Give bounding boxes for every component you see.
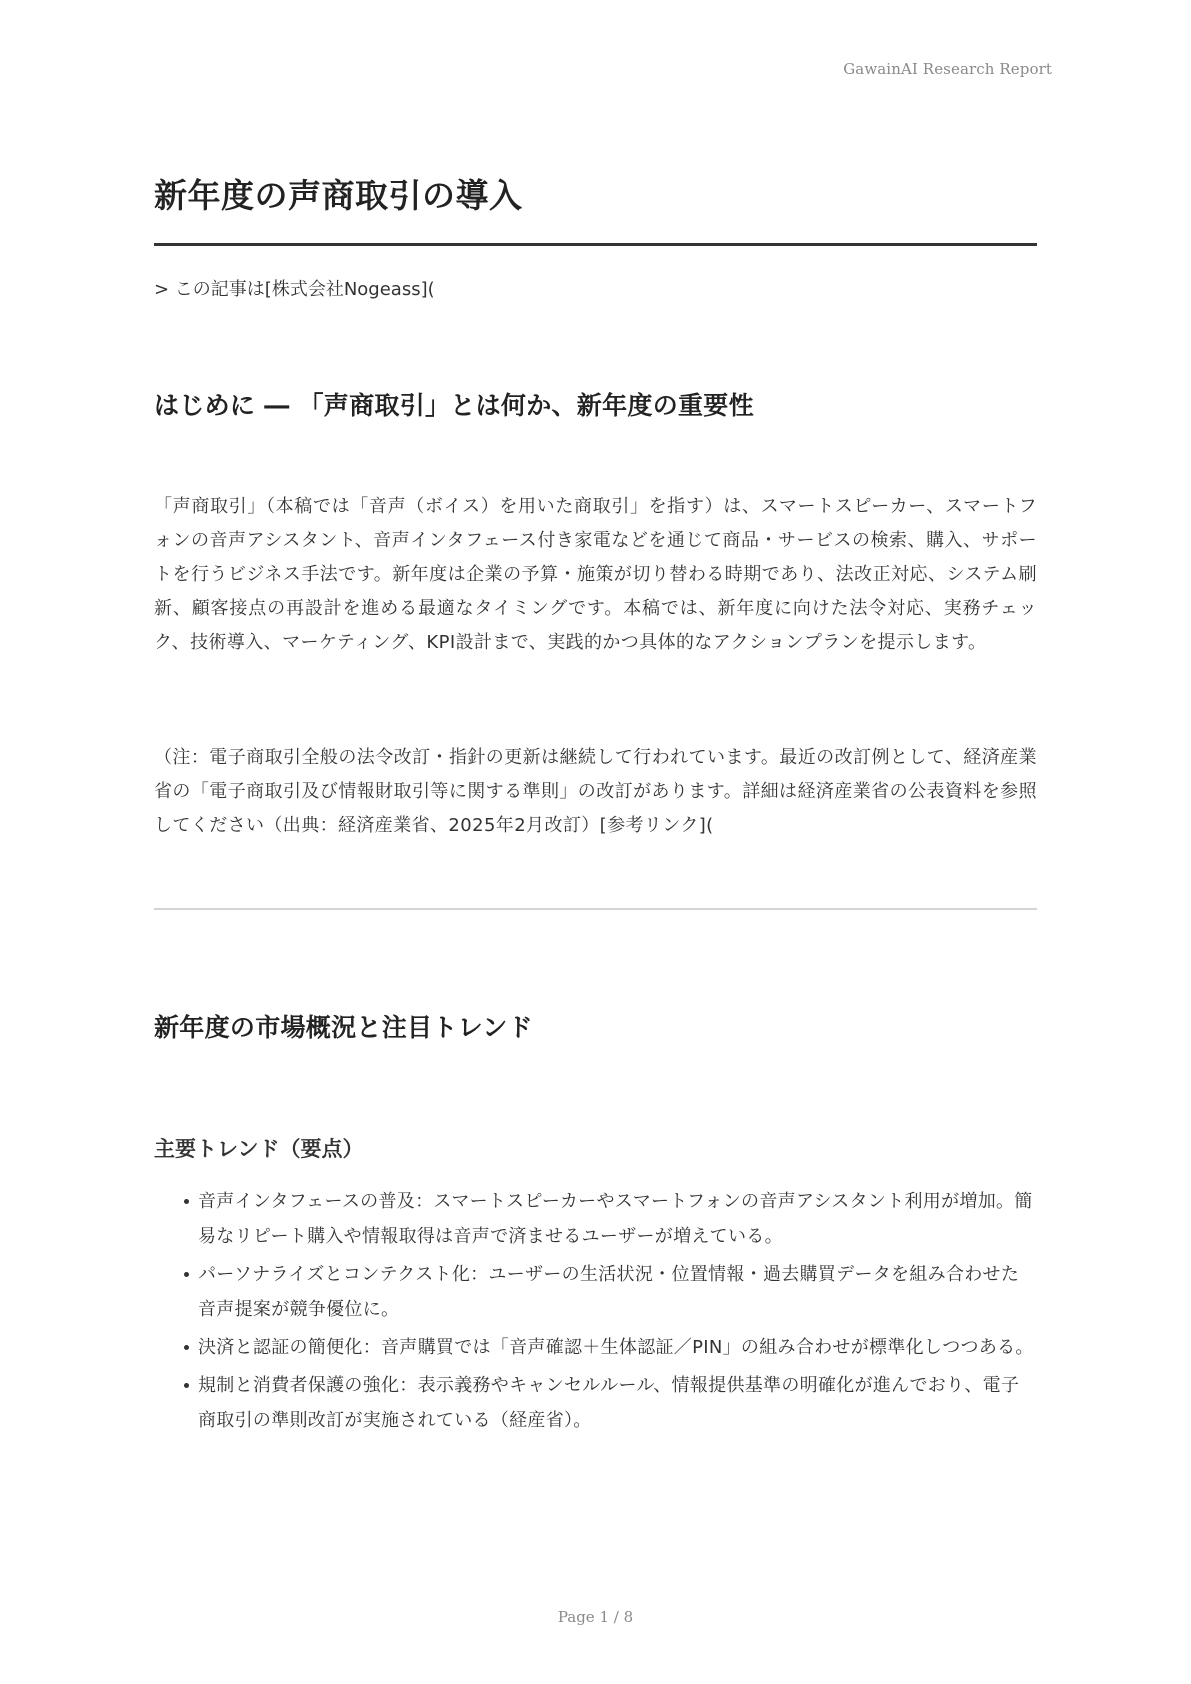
list-item	[186, 1184, 1037, 1254]
section-divider	[154, 908, 1037, 910]
list-item-text: 音声インタフェースの普及：スマートスピーカーやスマートフォンの音声アシスタント利用が増加。簡易なリピート購入や情報取得は音声で済ませるユーザーが増えている。	[198, 1191, 1033, 1247]
section-heading-market-overview: 新年度の市場概況と注目トレンド	[154, 1013, 533, 1042]
bullet-icon	[184, 1272, 189, 1277]
list-item	[186, 1257, 1037, 1327]
list-item-text: 決済と認証の簡便化：音声購買では「音声確認＋生体認証／PIN」の組み合わせが標準化しつつある。	[198, 1337, 1034, 1358]
bullet-icon	[184, 1383, 189, 1388]
attribution-quote: > この記事は[株式会社Nogeass](	[154, 279, 435, 300]
title-underline-divider	[154, 243, 1037, 246]
intro-paragraph: 「声商取引」（本稿では「音声（ボイス）を用いた商取引」を指す）は、スマートスピーカー、スマートフォンの音声アシスタント、音声インタフェース付き家電などを通じて商品・サービスの検索、購入、サポートを行うビジネス手法です。新年度は企業の予算・施策が切り替わる時期であり、法改正対応、システム刷新、顧客接点の再設計を進める最適なタイミングです。本稿では、新年度に向けた法令対応、実務チェック、技術導入、マーケティング、KPI設計まで、実践的かつ具体的なアクションプランを提示します。	[154, 496, 1037, 653]
list-item	[186, 1368, 1037, 1438]
list-item-text: パーソナライズとコンテクスト化：ユーザーの生活状況・位置情報・過去購買データを組み合わせた音声提案が競争優位に。	[198, 1264, 1020, 1320]
trend-bullet-list	[186, 1184, 1037, 1441]
bullet-icon	[184, 1345, 189, 1350]
document-title: 新年度の声商取引の導入	[154, 176, 523, 215]
page-number: Page 1 / 8	[557, 1608, 634, 1626]
section-heading-introduction: はじめに ― 「声商取引」とは何か、新年度の重要性	[154, 391, 754, 420]
list-item-text: 規制と消費者保護の強化：表示義務やキャンセルルール、情報提供基準の明確化が進んでおり、電子商取引の準則改訂が実施されている（経産省）。	[198, 1375, 1020, 1431]
list-item	[186, 1330, 1037, 1365]
note-paragraph: （注：電子商取引全般の法令改訂・指針の更新は継続して行われています。最近の改訂例として、経済産業省の「電子商取引及び情報財取引等に関する準則」の改訂があります。詳細は経済産業省の公表資料を参照してください（出典：経済産業省、2025年2月改訂）[参考リンク](	[154, 747, 1037, 836]
bullet-icon	[184, 1199, 189, 1204]
running-header: GawainAI Research Report	[843, 60, 1052, 78]
subheading-key-trends: 主要トレンド（要点）	[154, 1137, 364, 1161]
